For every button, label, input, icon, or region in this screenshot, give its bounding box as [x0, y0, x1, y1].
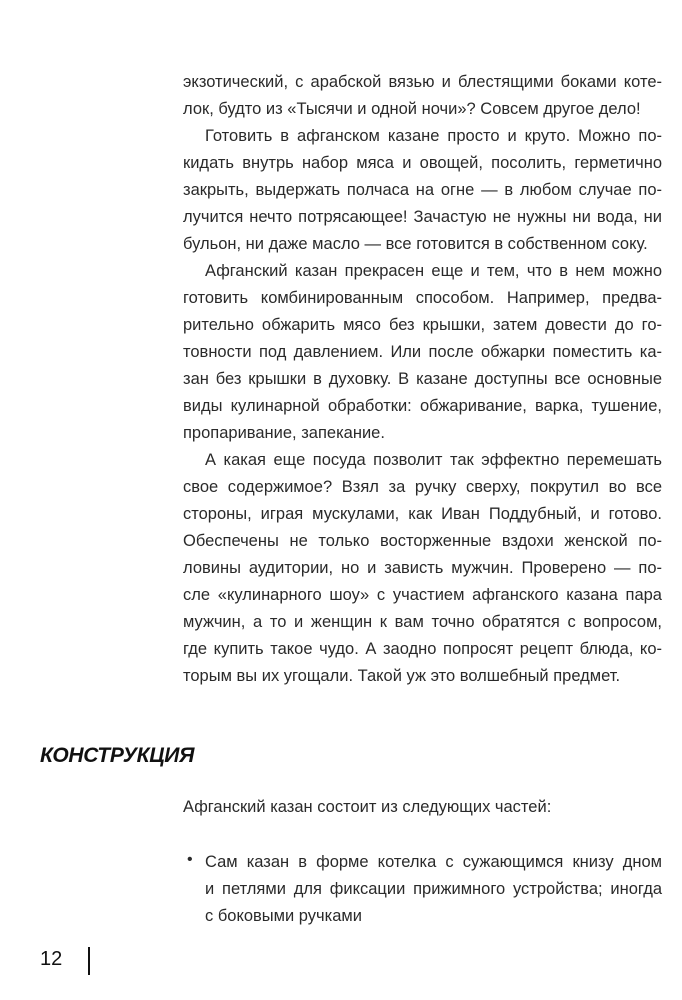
page-number-divider	[88, 947, 90, 975]
paragraph-line: пропаривание, запекание.	[183, 424, 385, 442]
paragraph-line: стороны, играя мускулами, как Иван Поддубный, и готово.	[183, 505, 662, 523]
paragraph-line: зан без крышки в духовку. В казане доступны все основные	[183, 370, 662, 388]
section-heading: КОНСТРУКЦИЯ	[40, 744, 195, 767]
paragraph-line: готовить комбинированным способом. Например, предва-	[183, 289, 662, 307]
paragraph-line: свое содержимое? Взял за ручку сверху, покрутил во все	[183, 478, 662, 496]
paragraph-line: бульон, ни даже масло — все готовится в собственном соку.	[183, 235, 648, 253]
section-intro: Афганский казан состоит из следующих частей:	[183, 798, 552, 816]
paragraph-line: Готовить в афганском казане просто и круто. Можно по-	[205, 127, 662, 145]
paragraph-line: торым вы их угощали. Такой уж это волшебный предмет.	[183, 667, 621, 685]
page-number: 12	[40, 948, 63, 970]
bullet-line: Сам казан в форме котелка с сужающимся книзу дном	[205, 853, 662, 871]
bullet-line: с боковыми ручками	[205, 907, 362, 925]
paragraph-line: где купить такое чудо. А заодно попросят рецепт блюда, ко-	[183, 640, 662, 658]
paragraph-line: Афганский казан прекрасен еще и тем, что в нем можно	[205, 262, 662, 280]
paragraph-line: сле «кулинарного шоу» с участием афганского казана пара	[183, 586, 662, 604]
paragraph-line: рительно обжарить мясо без крышки, затем довести до го-	[183, 316, 662, 334]
paragraph-line: виды кулинарной обработки: обжаривание, варка, тушение,	[183, 397, 662, 415]
paragraph-line: Обеспечены не только восторженные вздохи женской по-	[183, 532, 662, 550]
paragraph-line: экзотический, с арабской вязью и блестящими боками коте-	[183, 73, 662, 91]
paragraph-line: мужчин, а то и женщин к вам точно обратятся с вопросом,	[183, 613, 662, 631]
paragraph-line: ловины аудитории, но и зависть мужчин. Проверено — по-	[183, 559, 662, 577]
bullet-icon: •	[187, 851, 193, 868]
paragraph-line: закрыть, выдержать полчаса на огне — в любом случае по-	[183, 181, 662, 199]
paragraph-line: кидать внутрь набор мяса и овощей, посолить, герметично	[183, 154, 662, 172]
paragraph-line: лок, будто из «Тысячи и одной ночи»? Совсем другое дело!	[183, 100, 641, 118]
paragraph-line: товности под давлением. Или после обжарки поместить ка-	[183, 343, 662, 361]
paragraph-line: лучится нечто потрясающее! Зачастую не нужны ни вода, ни	[183, 208, 662, 226]
bullet-line: и петлями для фиксации прижимного устройства; иногда	[205, 880, 662, 898]
paragraph-line: А какая еще посуда позволит так эффектно перемешать	[205, 451, 662, 469]
